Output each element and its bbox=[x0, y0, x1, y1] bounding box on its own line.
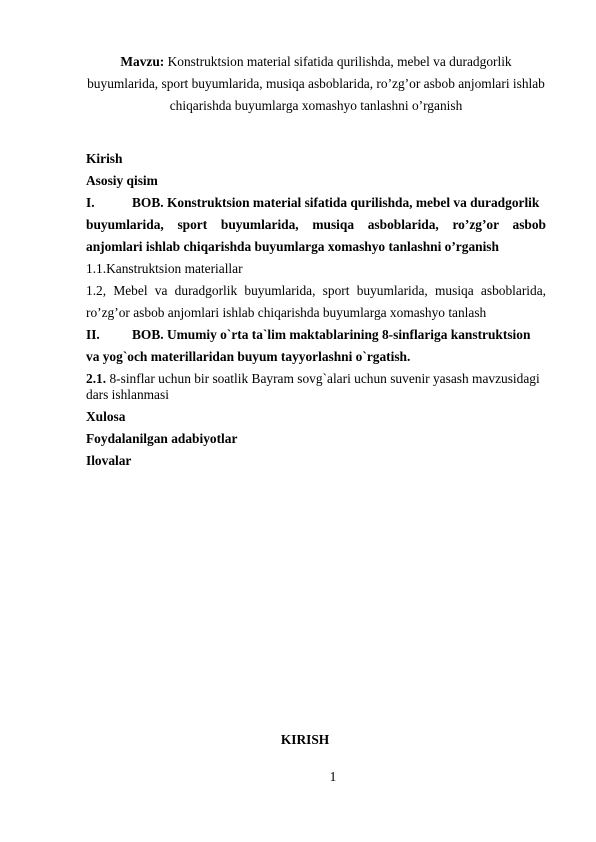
toc-chapter-1-line-2: buyumlarida, sport buyumlarida, musiqa asboblarida, ro’zg’or asbob bbox=[86, 217, 546, 232]
document-title bbox=[86, 51, 546, 117]
toc-subsection-1-2: 1.2, Mebel va duradgorlik buyumlarida, sport buyumlarida, musiqa asboblarida, ro’zg’or asbob anjomlari ishlab chiqarishda buyumlarga xomashyo tanlash bbox=[86, 283, 546, 320]
toc-subsection-2-1-text: 8-sinflar uchun bir soatlik Bayram sovg`alari uchun suvenir yasash mavzusidagi dars ishlanmasi bbox=[86, 371, 540, 402]
toc-ilovalar: Ilovalar bbox=[86, 453, 132, 468]
toc-chapter-1-line-1 bbox=[86, 192, 546, 214]
toc-chapter-2-title-start: BOB. Umumiy o`rta ta`lim maktablarining 8-sinflariga kanstruktsion bbox=[132, 327, 531, 342]
toc-subsection-2-1 bbox=[86, 371, 546, 403]
title-text: Konstruktsion material sifatida qurilishda, mebel va duradgorlik buyumlarida, sport buyumlarida, musiqa asboblarida, ro’zg’or asbob anjomlari ishlab chiqarishda buyumlarga xomashyo tanlashni o’rganish bbox=[87, 54, 545, 113]
toc-subsection-1-1: 1.1.Kanstruktsion materiallar bbox=[86, 261, 243, 276]
title-prefix: Mavzu: bbox=[120, 54, 165, 69]
toc-subsection-2-1-number: 2.1. bbox=[86, 371, 107, 386]
page-number: 1 bbox=[329, 769, 337, 784]
toc-adabiyotlar: Foydalanilgan adabiyotlar bbox=[86, 431, 238, 446]
toc-chapter-1-line-3: anjomlari ishlab chiqarishda buyumlarga xomashyo tanlashni o’rganish bbox=[86, 239, 499, 254]
toc-asosiy-qisim: Asosiy qisim bbox=[86, 173, 158, 188]
toc-chapter-1-number: I. bbox=[86, 195, 95, 210]
toc-chapter-2-line-1 bbox=[86, 324, 546, 346]
toc-xulosa: Xulosa bbox=[86, 409, 126, 424]
table-of-contents bbox=[86, 148, 546, 472]
toc-chapter-2-number: II. bbox=[86, 327, 100, 342]
toc-kirish: Kirish bbox=[86, 151, 123, 166]
toc-chapter-1-title-start: BOB. Konstruktsion material sifatida qurilishda, mebel va duradgorlik bbox=[132, 195, 540, 210]
toc-chapter-2-line-2: va yog`och materillaridan buyum tayyorlashni o`rgatish. bbox=[86, 349, 411, 364]
section-heading-kirish: KIRISH bbox=[280, 732, 330, 747]
